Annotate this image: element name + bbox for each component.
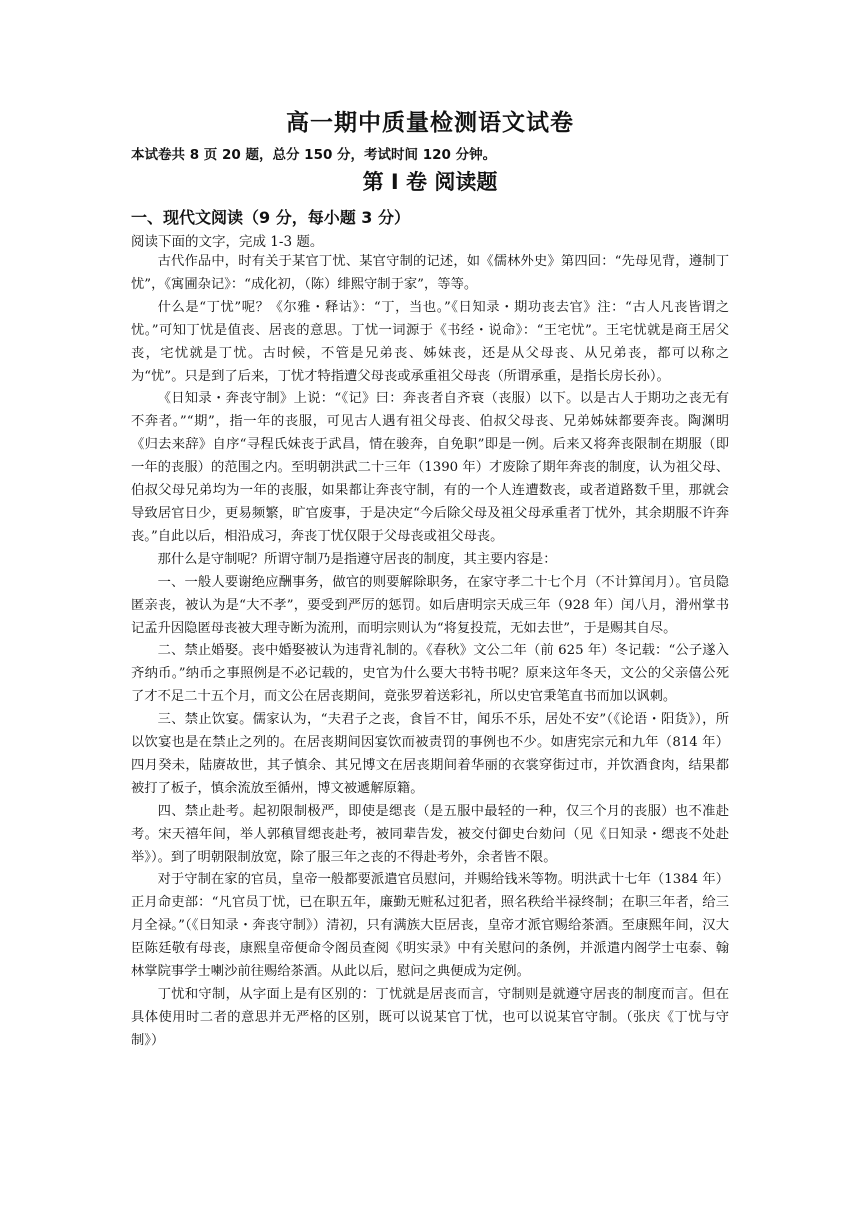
part-title: 一、现代文阅读（9 分，每小题 3 分） bbox=[131, 208, 410, 227]
passage-paragraph: 什么是“丁忧”呢？《尔雅・释诂》：“丁，当也。”《日知录・期功丧去官》注：“古人凡丧皆谓之忧。”可知丁忧是值丧、居丧的意思。丁忧一词源于《书经・说命》：“王宅忧”。王宅忧就是商王居父丧，宅忧就是丁忧。古时候，不管是兄弟丧、姊妹丧，还是从父母丧、从兄弟丧，都可以称之为“忧”。只是到了后来，丁忧才特指遭父母丧或承重祖父母丧（所谓承重，是指长房长孙）。 bbox=[131, 299, 729, 384]
exam-title: 高一期中质量检测语文试卷 bbox=[286, 110, 574, 136]
passage-paragraph: 对于守制在家的官员，皇帝一般都要派遣官员慰问，并赐给钱米等物。明洪武十七年（1384 年）正月命吏部：“凡官员丁忧，已在职五年，廉勤无赃私过犯者，照名秩给半禄终制；在职三年者，给三月全禄。”（《日知录・奔丧守制》）清初，只有满族大臣居丧，皇帝才派官赐给茶酒。至康熙年间，汉大臣陈廷敬有母丧，康熙皇帝便命令阁员查阅《明实录》中有关慰问的条例，并派遣内阁学士屯泰、翰林掌院事学士喇沙前往赐给茶酒。从此以后，慰问之典便成为定例。 bbox=[131, 872, 729, 980]
reading-instruction: 阅读下面的文字，完成 1-3 题。 bbox=[131, 234, 324, 250]
passage-paragraph: 《日知录・奔丧守制》上说：“《记》曰：奔丧者自齐衰（丧服）以下。以是古人于期功之丧无有不奔者。”“期”，指一年的丧服，可见古人遇有祖父母丧、伯叔父母丧、兄弟姊妹都要奔丧。陶渊明《归去来辞》自序“寻程氏妹丧于武昌，情在骏奔，自免职”即是一例。后来又将奔丧限制在期服（即一年的丧服）的范围之内。至明朝洪武二十三年（1390 年）才废除了期年奔丧的制度，认为祖父母、伯叔父母兄弟均为一年的丧服，如果都让奔丧守制，有的一个人连遭数丧，或者道路数千里，那就会导致居官日少，更易频繁，旷官废事，于是决定“今后除父母及祖父母承重者丁忧外，其余期服不许奔丧。”自此以后，相沿成习，奔丧丁忧仅限于父母丧或祖父母丧。 bbox=[131, 391, 729, 544]
exam-info: 本试卷共 8 页 20 题，总分 150 分，考试时间 120 分钟。 bbox=[131, 147, 497, 163]
section-title: 第 I 卷 阅读题 bbox=[362, 170, 498, 194]
passage-paragraph: 二、禁止婚娶。丧中婚娶被认为违背礼制的。《春秋》文公二年（前 625 年）冬记载：“公子遂入齐纳币。”纳币之事照例是不必记载的，史官为什么要大书特书呢？原来这年冬天，文公的父亲僖公死了才不足二十五个月，而文公在居丧期间，竟张罗着送彩礼，所以史官秉笔直书而加以讽刺。 bbox=[131, 643, 729, 705]
passage-paragraph: 丁忧和守制，从字面上是有区别的：丁忧就是居丧而言，守制则是就遵守居丧的制度而言。但在具体使用时二者的意思并无严格的区别，既可以说某官丁忧，也可以说某官守制。（张庆《丁忧与守制》） bbox=[131, 987, 729, 1048]
passage-paragraph: 三、禁止饮宴。儒家认为，“夫君子之丧，食旨不甘，闻乐不乐，居处不安”（《论语・阳货》），所以饮宴也是在禁止之列的。在居丧期间因宴饮而被责罚的事例也不少。如唐宪宗元和九年（814 年）四月癸未，陆赓故世，其子慎余、其兄博文在居丧期间着华丽的衣裳穿街过市，并饮酒食肉，结果都被打了板子，慎余流放至循州，博文被遞解原籍。 bbox=[131, 712, 729, 796]
passage-paragraph: 古代作品中，时有关于某官丁忧、某官守制的记述，如《儒林外史》第四回：“先母见背，遵制丁忧”，《寓圃杂记》：“成化初，（陈）绯熙守制于家”，等等。 bbox=[131, 254, 729, 292]
passage-paragraph: 那什么是守制呢？所谓守制乃是指遵守居丧的制度，其主要内容是： bbox=[157, 551, 557, 567]
passage-paragraph: 四、禁止赴考。起初限制极严，即使是缌丧（是五服中最轻的一种，仅三个月的丧服）也不准赴考。宋天禧年间，举人郭稹冒缌丧赴考，被同辈告发，被交付御史台劾问（见《日知录・缌丧不处赴举》）。到了明朝限制放宽，除了服三年之丧的不得赴考外，余者皆不限。 bbox=[131, 803, 729, 865]
passage-paragraph: 一、一般人要谢绝应酬事务，做官的则要解除职务，在家守孝二十七个月（不计算闰月）。官员隐匿亲丧，被认为是“大不孝”，要受到严厉的惩罚。如后唐明宗天成三年（928 年）闰八月，滑州掌书记孟升因隐匿母丧被大理寺断为流刑，而明宗则认为“将复投荒，无如去世”，于是赐其自尽。 bbox=[131, 574, 729, 636]
reading-passage bbox=[131, 251, 729, 1053]
